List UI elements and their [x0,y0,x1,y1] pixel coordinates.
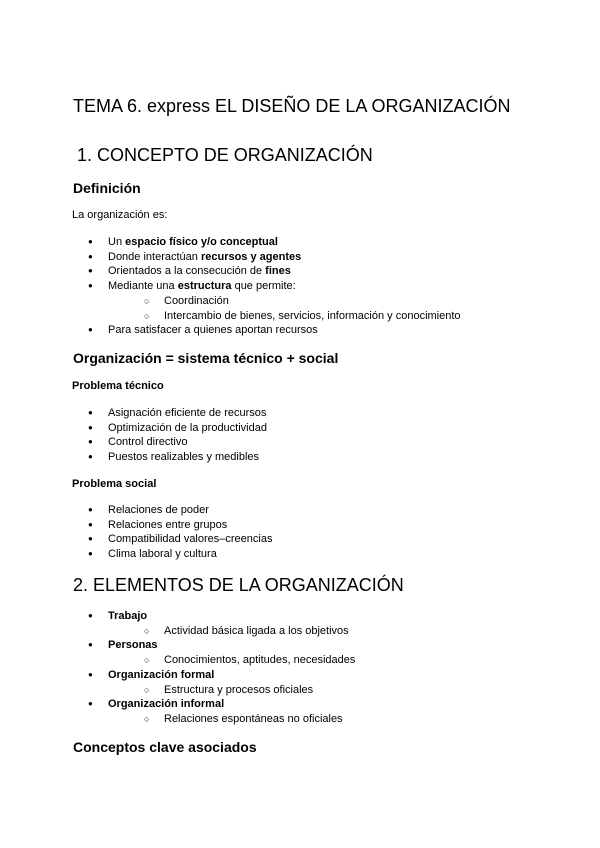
sub-list [108,653,355,668]
definicion-intro: La organización es: [72,209,168,221]
list-item: ● Personas ○ Conocimientos, aptitudes, necesidades [88,638,355,667]
list-item: ● Control directivo [88,435,267,450]
sub-list [108,712,355,727]
problema-social-heading: Problema social [72,478,157,490]
document-title: TEMA 6. express EL DISEÑO DE LA ORGANIZACIÓN [73,96,511,116]
problema-social-list [88,503,272,562]
list-item: ● Orientados a la consecución de fines [88,264,461,279]
sub-list-item: ○ Intercambio de bienes, servicios, información y conocimiento [144,309,461,324]
sub-list-item: ○ Actividad básica ligada a los objetivos [144,624,355,639]
list-item: ● Compatibilidad valores–creencias [88,532,272,547]
sub-list-item: ○ Conocimientos, aptitudes, necesidades [144,653,355,668]
list-item: ● Relaciones de poder [88,503,272,518]
list-item: ● Trabajo ○ Actividad básica ligada a los objetivos [88,609,355,638]
conceptos-clave-heading: Conceptos clave asociados [73,739,257,755]
list-item: ● Donde interactúan recursos y agentes [88,250,461,265]
organizacion-sistema-heading: Organización = sistema técnico + social [73,350,339,366]
problema-tecnico-heading: Problema técnico [72,380,164,392]
sub-list [108,624,355,639]
section-2-heading: 2. ELEMENTOS DE LA ORGANIZACIÓN [73,575,404,595]
definicion-heading: Definición [73,180,141,196]
list-item: ● Clima laboral y cultura [88,547,272,562]
list-item: ● Optimización de la productividad [88,421,267,436]
list-item: ● Puestos realizables y medibles [88,450,267,465]
definicion-list [88,235,461,338]
list-item: ● Organización formal ○ Estructura y procesos oficiales [88,668,355,697]
sub-list-item: ○ Estructura y procesos oficiales [144,683,355,698]
section-1-heading: 1. CONCEPTO DE ORGANIZACIÓN [77,145,373,165]
problema-tecnico-list [88,406,267,465]
sub-list-item: ○ Relaciones espontáneas no oficiales [144,712,355,727]
list-item: ● Para satisfacer a quienes aportan recursos [88,323,461,338]
sub-list [108,683,355,698]
list-item: ● Organización informal ○ Relaciones espontáneas no oficiales [88,697,355,726]
list-item: ● Asignación eficiente de recursos [88,406,267,421]
elementos-list [88,609,355,727]
sub-list [108,294,461,323]
list-item: ● Relaciones entre grupos [88,518,272,533]
list-item: ● Mediante una estructura que permite: ○ Coordinación ○ Intercambio de bienes, servicios, información y conocimiento [88,279,461,323]
list-item: ● Un espacio físico y/o conceptual [88,235,461,250]
sub-list-item: ○ Coordinación [144,294,461,309]
